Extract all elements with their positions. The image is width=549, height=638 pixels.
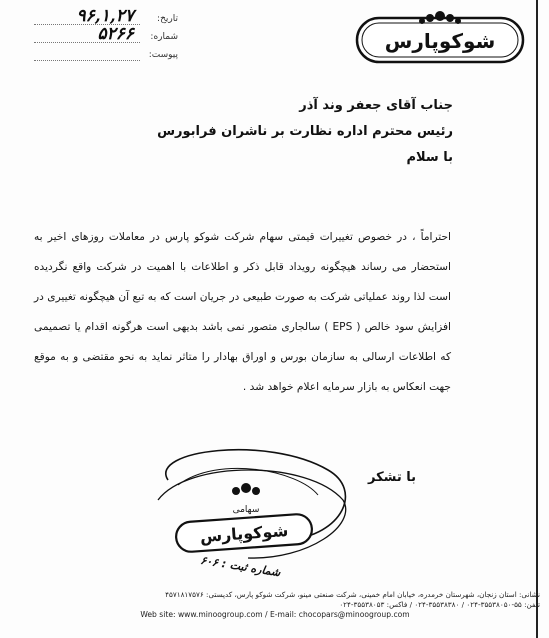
addressee-title: رئیس محترم اداره نظارت بر ناشران فرابورس: [157, 124, 453, 139]
letter-body: احتراماً ، در خصوص تغییرات قیمتی سهام شرکت شوکو پارس در معاملات روزهای اخیر به استحضار می رساند هیچگونه رویداد قابل ذکر و اطلاعات با اهمیت در شرکت واقع نگردیده است لذا روند عملیاتی شرکت به صورت طبیعی در جریان است که به تبع آن هیچگونه تغییری در افزایش سود خالص ( EPS ) سالجاری متصور نمی باشد بدیهی است هرگونه اقدام یا تصمیمی که اطلاعات ارسالی به سازمان بورس و اوراق بهادار را متاثر نماید به نحو مقتضی و به موقع جهت انعکاس به بازار سرمایه اعلام خواهد شد .: [34, 231, 451, 393]
date-label: تاریخ:: [157, 14, 178, 24]
stamp-logo-text: شوکوپارس: [199, 520, 289, 547]
registration-number: شماره ثبت : ۶۰۶: [199, 553, 282, 580]
footer-web: Web site: www.minoogroup.com / E-mail: chocopars@minoogroup.com: [140, 610, 410, 619]
addressee-name: جناب آقای جعفر وند آذر: [299, 98, 453, 113]
letter-footer: [10, 590, 540, 620]
number-label: شماره:: [150, 32, 178, 42]
number-row: [28, 24, 178, 46]
footer-phone: تلفن: ۵۵-۳۵۵۳۸۰۵۰-۰۲۴ / ۳۵۵۳۸۳۸۰-۰۲۴ / فاکس: ۳۵۵۳۸۰۵۳-۰۲۴: [339, 600, 540, 609]
scan-edge: [536, 0, 538, 638]
stamp-crown-icon: [232, 483, 260, 495]
footer-address: نشانی: استان زنجان، شهرستان خرمدره، خیابان امام خمینی، شرکت صنعتی مینو، شرکت شوکو پارس، کدپستی: ۴۵۷۱۸۱۷۵۷۶: [165, 590, 540, 599]
company-logo: [354, 10, 526, 70]
header-meta: [28, 6, 178, 64]
logo-text: شوکوپارس: [384, 29, 496, 53]
attachment-label: پیوست:: [148, 50, 178, 60]
greeting: با سلام: [406, 150, 453, 165]
stamp-small-text: سهامی: [232, 505, 260, 515]
closing-thanks: با تشکر: [368, 470, 417, 485]
addressee-block: [93, 96, 453, 174]
number-value: ۵۲۶۶: [97, 24, 134, 44]
attachment-line: [34, 60, 140, 61]
date-value: ۹۶,۱,۲۷: [76, 6, 134, 26]
attachment-row: [28, 46, 178, 64]
